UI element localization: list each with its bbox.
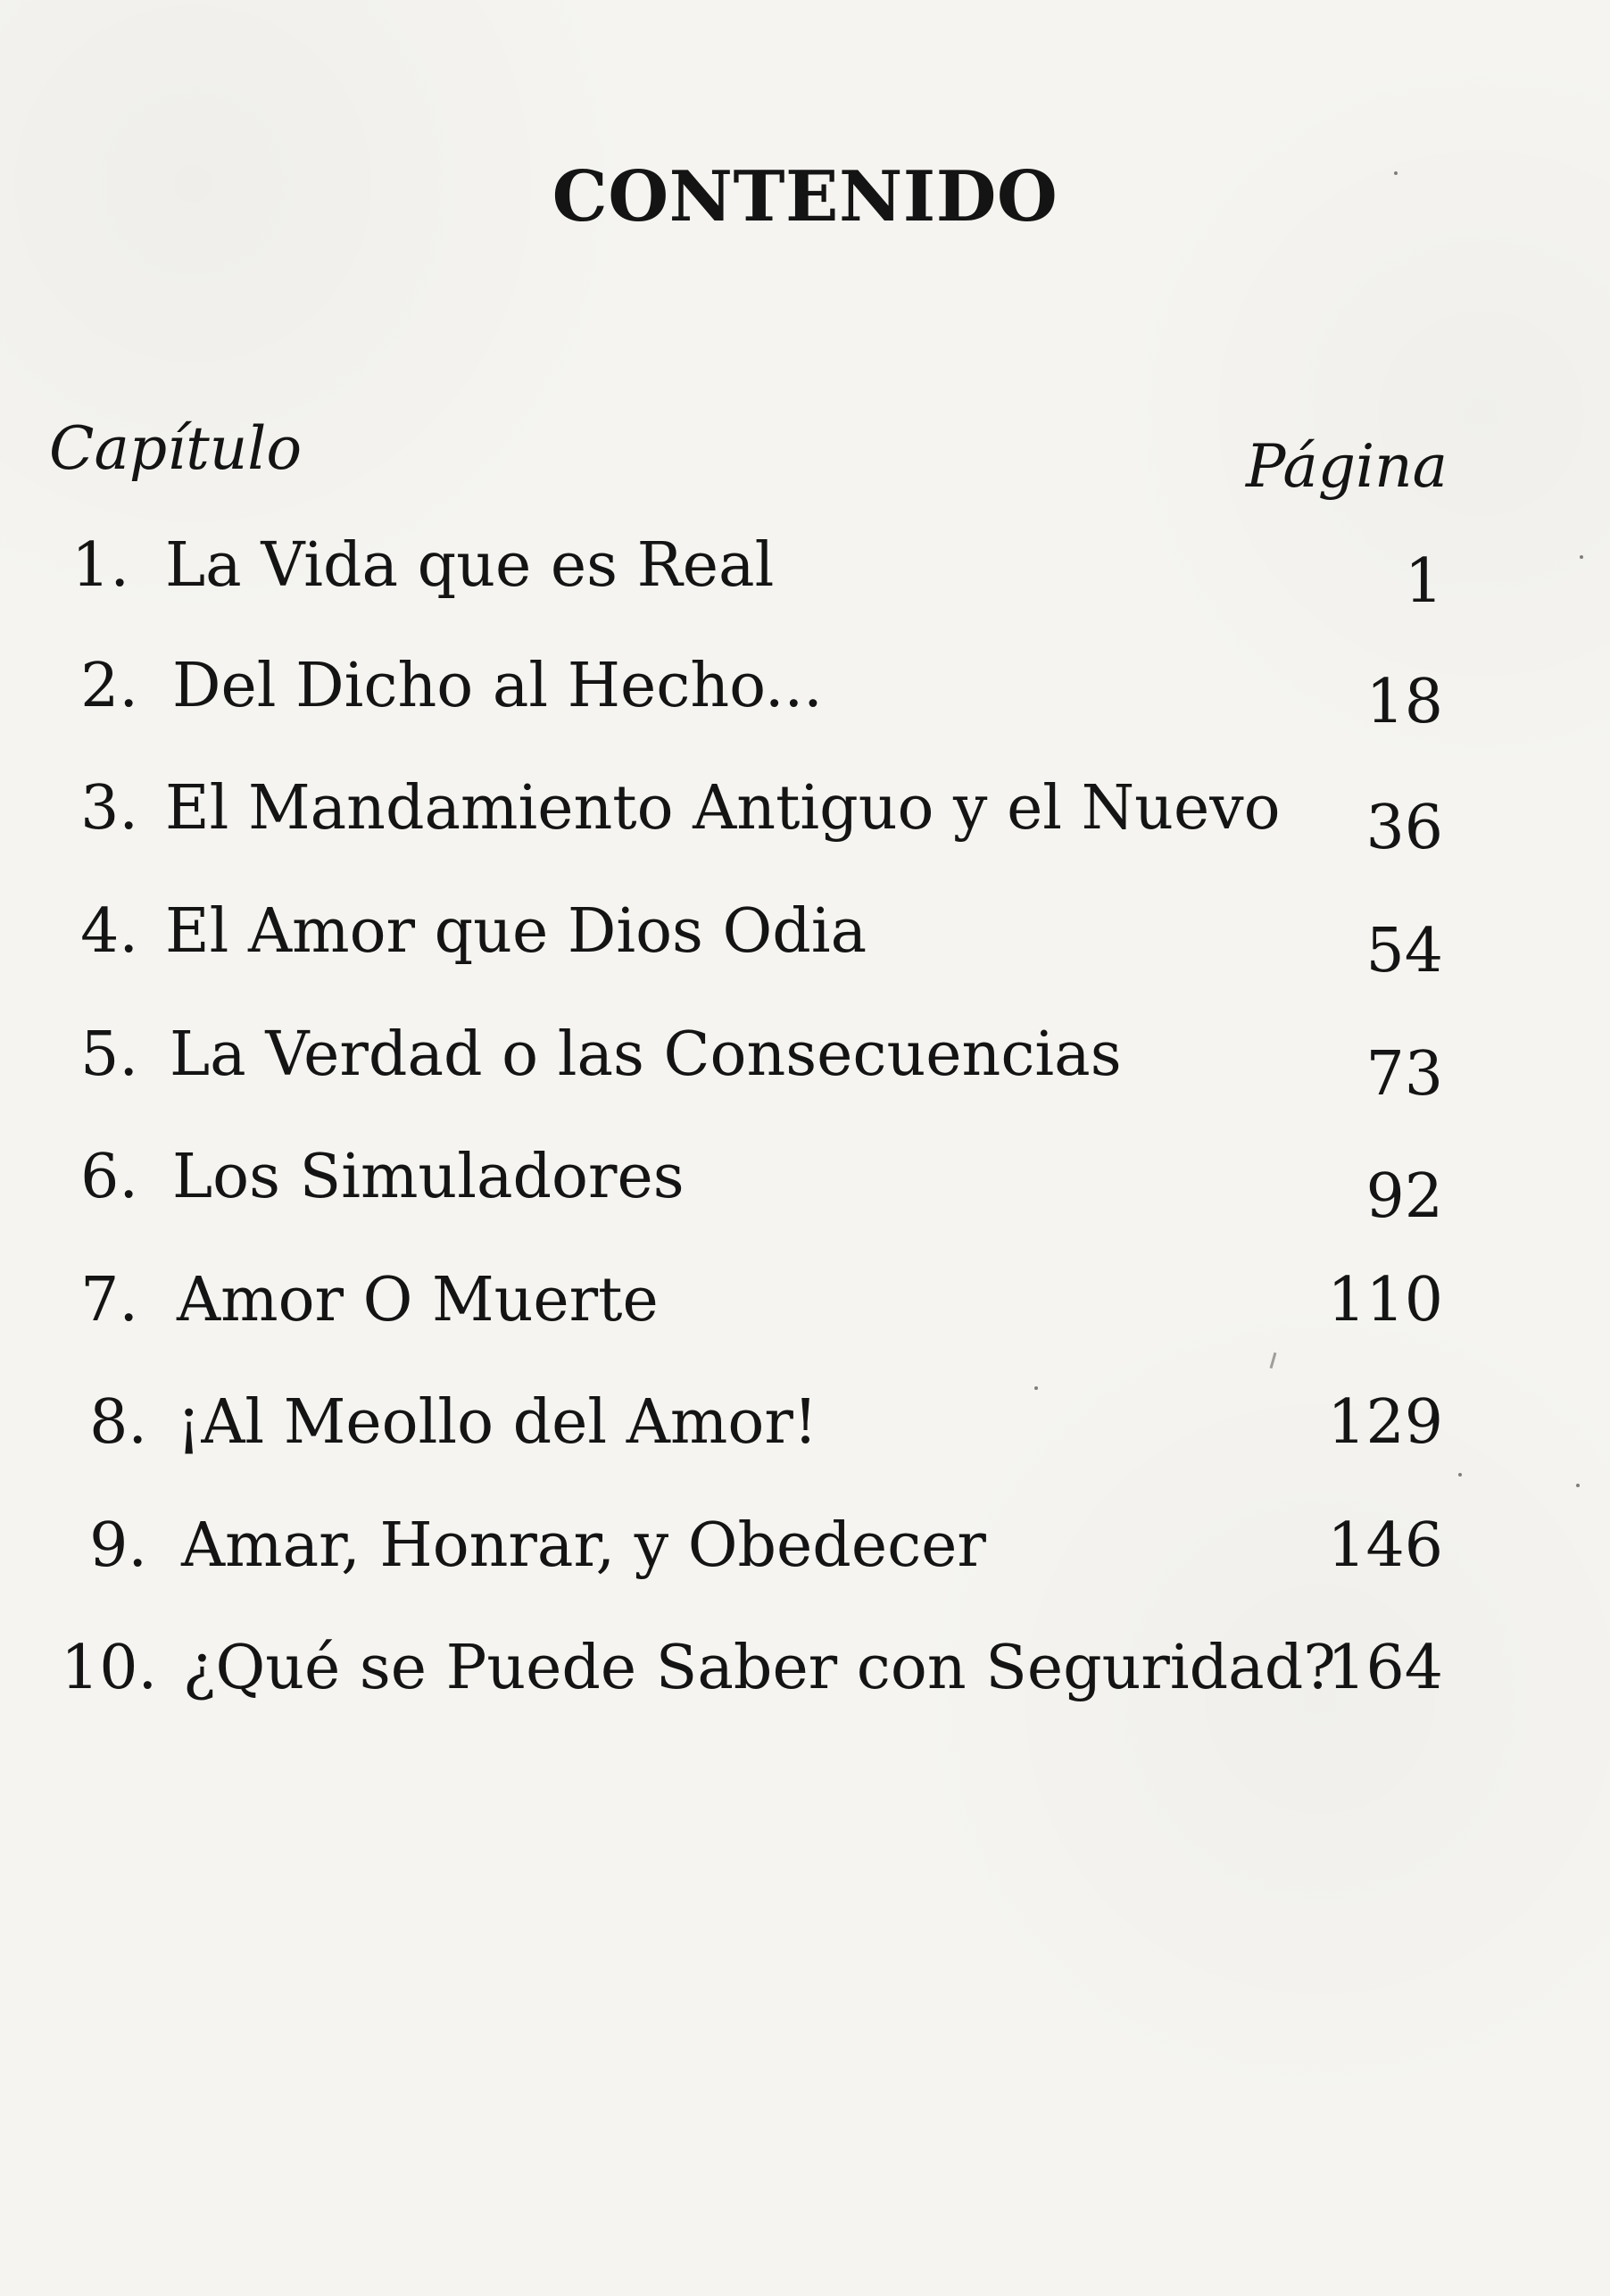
chapter-title: Los Simuladores	[172, 1142, 685, 1212]
chapter-title: Amor O Muerte	[177, 1265, 659, 1335]
chapter-title: El Mandamiento Antiguo y el Nuevo	[165, 773, 1281, 844]
toc-entry	[0, 1387, 1610, 1473]
chapter-page-number: 129	[1327, 1387, 1443, 1458]
chapter-page-number: 36	[1365, 793, 1443, 863]
chapter-title: ¿Qué se Puede Saber con Seguridad?	[183, 1633, 1336, 1703]
chapter-page-number: 164	[1327, 1633, 1443, 1703]
chapter-number: 8.	[89, 1387, 147, 1458]
paper-mark	[1270, 1352, 1277, 1368]
page-title: CONTENIDO	[552, 156, 1058, 237]
chapter-page-number: 73	[1365, 1039, 1443, 1110]
toc-entry	[0, 1265, 1610, 1351]
chapter-number: 2.	[80, 651, 138, 721]
chapter-title: La Verdad o las Consecuencias	[170, 1019, 1122, 1090]
chapter-number: 4.	[80, 896, 138, 967]
paper-speck	[1580, 555, 1583, 559]
chapter-title: La Vida que es Real	[165, 530, 775, 601]
chapter-title: Del Dicho al Hecho...	[172, 651, 823, 721]
toc-entry	[0, 1142, 1610, 1232]
chapter-number: 10.	[61, 1633, 158, 1703]
toc-entry	[0, 1633, 1610, 1718]
paper-speck	[1458, 1473, 1462, 1477]
toc-entry	[0, 773, 1610, 863]
chapter-page-number: 110	[1327, 1265, 1443, 1335]
chapter-page-number: 54	[1365, 916, 1443, 986]
paper-speck	[1034, 1386, 1038, 1390]
toc-entry	[0, 530, 1610, 617]
chapter-number: 5.	[80, 1019, 138, 1090]
toc-entry	[0, 896, 1610, 986]
toc-entry	[0, 1019, 1610, 1110]
chapter-column-header: Capítulo	[49, 414, 303, 483]
chapter-page-number: 18	[1365, 667, 1443, 737]
page-column-header: Página	[1245, 432, 1448, 501]
chapter-number: 7.	[80, 1265, 138, 1335]
paper-speck	[1576, 1484, 1580, 1487]
toc-entry	[0, 1510, 1610, 1596]
chapter-number: 9.	[89, 1510, 147, 1581]
chapter-page-number: 1	[1404, 546, 1443, 617]
chapter-title: ¡Al Meollo del Amor!	[177, 1387, 818, 1458]
chapter-number: 3.	[80, 773, 138, 844]
chapter-page-number: 146	[1327, 1510, 1443, 1581]
paper-speck	[1394, 171, 1398, 175]
chapter-number: 1.	[71, 530, 129, 601]
toc-entry	[0, 651, 1610, 737]
chapter-number: 6.	[80, 1142, 138, 1212]
chapter-title: Amar, Honrar, y Obedecer	[181, 1510, 986, 1581]
chapter-title: El Amor que Dios Odia	[165, 896, 867, 967]
chapter-page-number: 92	[1365, 1161, 1443, 1232]
